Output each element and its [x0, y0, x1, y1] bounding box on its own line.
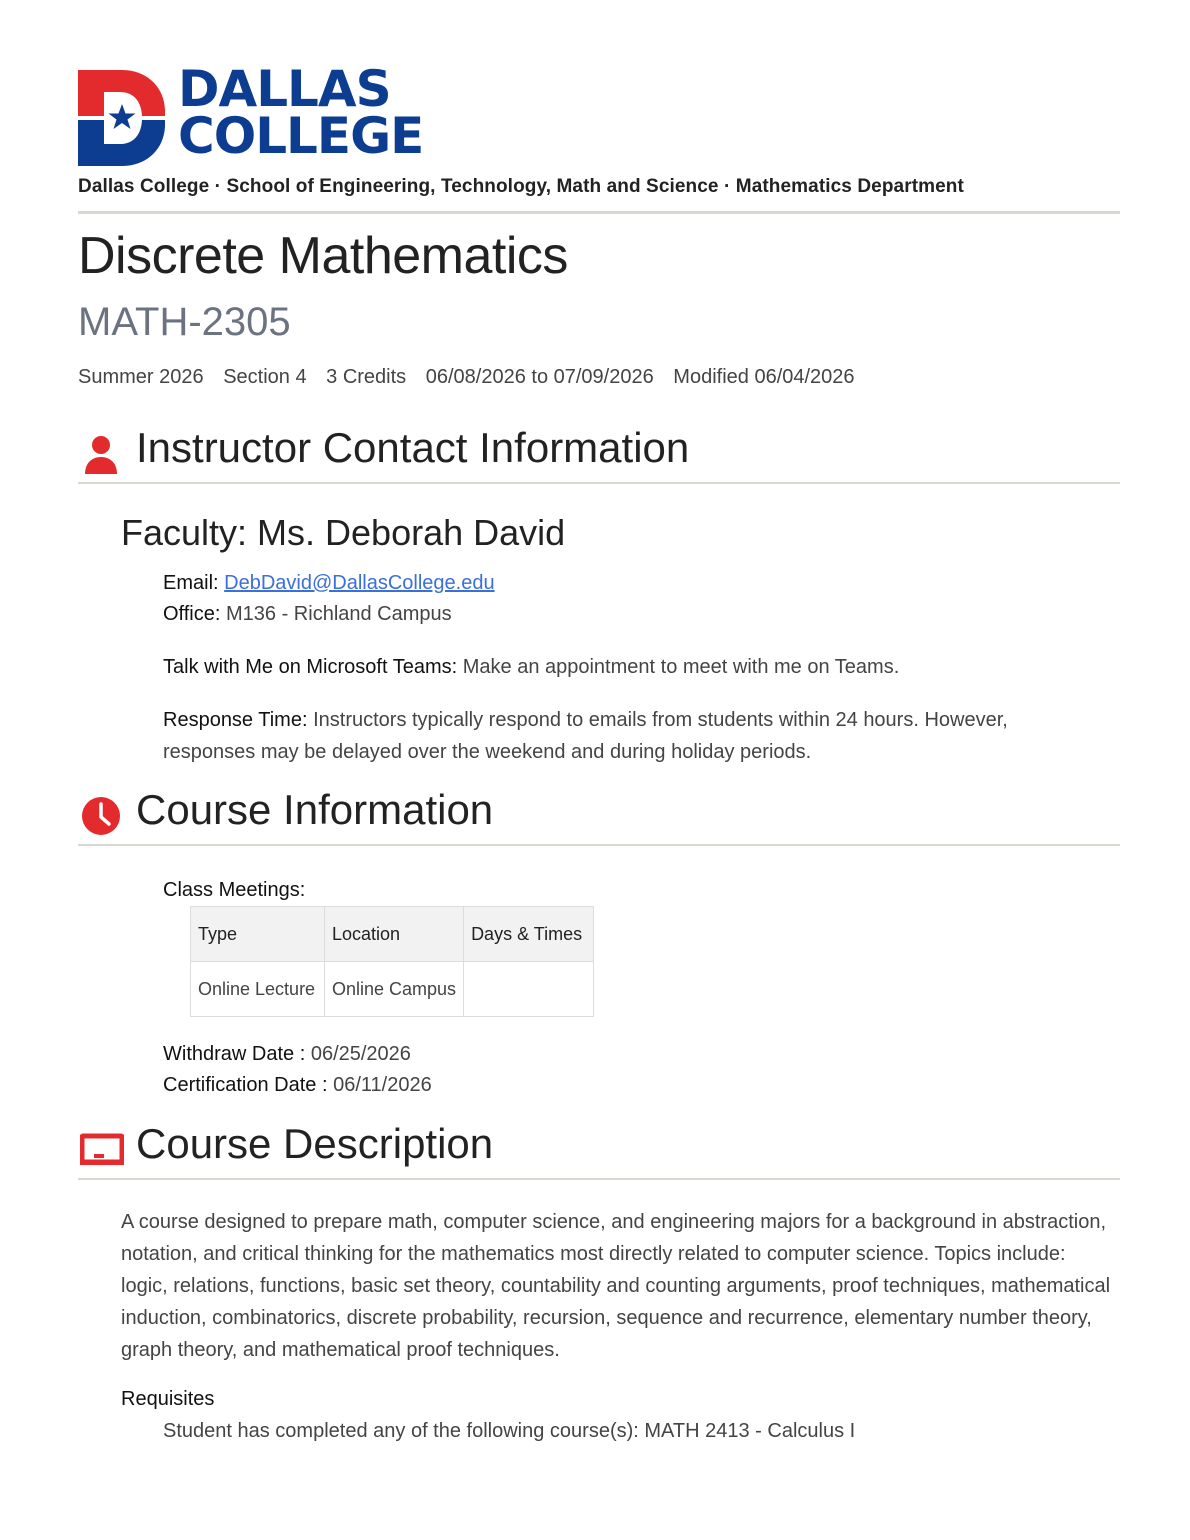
header-divider [78, 211, 1120, 214]
withdraw-value: 06/25/2026 [310, 1043, 411, 1065]
teams-label: Talk with Me on Microsoft Teams: [163, 656, 458, 678]
class-meetings-label: Class Meetings: [163, 879, 306, 901]
email-link[interactable]: DebDavid@DallasCollege.edu [224, 572, 495, 594]
response-value: Instructors typically respond to emails from students within 24 hours. However, responses may be delayed over the weekend and during holiday periods. [163, 709, 1008, 763]
course-credits: 3 Credits [326, 366, 407, 388]
course-meta [78, 366, 869, 389]
section-heading-course-info: Course Information [136, 786, 494, 833]
email-field [163, 567, 495, 599]
section-divider [78, 482, 1120, 484]
section-divider [78, 844, 1120, 846]
logo-line-dallas: DALLAS [178, 60, 391, 118]
office-value: M136 - Richland Campus [226, 603, 452, 625]
course-term: Summer 2026 [78, 366, 204, 388]
chalkboard-icon [80, 1130, 124, 1170]
table-header-row [191, 907, 594, 962]
course-description-text: A course designed to prepare math, computer science, and engineering majors for a background in abstraction, notation, and critical thinking for the mathematics most directly related to computer science. Topics include: logic, relations, functions, basic set theory, countability and counting arguments, proof techniques, mathematical induction, combinatorics, discrete probability, recursion, sequence and recurrence, elementary number theory, graph theory, and mathematical proof techniques. [121, 1211, 1111, 1361]
response-time-field [163, 704, 1083, 768]
course-modified: Modified 06/04/2026 [673, 366, 855, 388]
logo-d-mark-icon [78, 70, 166, 166]
section-instructor-contact [78, 424, 1120, 484]
course-section: Section 4 [223, 366, 307, 388]
faculty-name: Faculty: Ms. Deborah David [121, 512, 566, 553]
withdraw-label: Withdraw Date : [163, 1043, 306, 1065]
column-header-type: Type [191, 907, 325, 962]
requisites-label: Requisites [121, 1388, 215, 1410]
section-course-information [78, 786, 1120, 846]
certification-date-field [163, 1069, 432, 1101]
table-row [191, 962, 594, 1017]
column-header-days-times: Days & Times [464, 907, 594, 962]
certification-label: Certification Date : [163, 1074, 328, 1096]
course-code: MATH-2305 [78, 300, 291, 344]
cell-days-times [464, 962, 594, 1017]
section-heading-instructor: Instructor Contact Information [136, 424, 690, 471]
response-label: Response Time: [163, 709, 308, 731]
dallas-college-logo[interactable] [78, 60, 448, 166]
course-dates: 06/08/2026 to 07/09/2026 [425, 366, 654, 388]
logo-wordmark [178, 60, 424, 165]
section-divider [78, 1178, 1120, 1180]
column-header-location: Location [325, 907, 464, 962]
breadcrumb: Dallas College · School of Engineering, Technology, Math and Science · Mathematics Department [78, 176, 964, 197]
section-course-description [78, 1120, 1120, 1180]
teams-field [163, 651, 899, 683]
teams-value: Make an appointment to meet with me on Teams. [462, 656, 900, 678]
office-label: Office: [163, 603, 221, 625]
certification-value: 06/11/2026 [333, 1074, 432, 1096]
requisites-text: Student has completed any of the following course(s): MATH 2413 - Calculus I [163, 1420, 856, 1442]
cell-type: Online Lecture [191, 962, 325, 1017]
section-heading-description: Course Description [136, 1120, 494, 1167]
email-label: Email: [163, 572, 219, 594]
clock-icon [80, 796, 120, 836]
withdraw-date-field [163, 1038, 411, 1070]
person-icon [80, 434, 120, 474]
class-meetings-table [190, 906, 594, 1017]
office-field [163, 598, 452, 630]
page-title: Discrete Mathematics [78, 227, 568, 285]
cell-location: Online Campus [325, 962, 464, 1017]
logo-line-college: COLLEGE [178, 107, 424, 165]
